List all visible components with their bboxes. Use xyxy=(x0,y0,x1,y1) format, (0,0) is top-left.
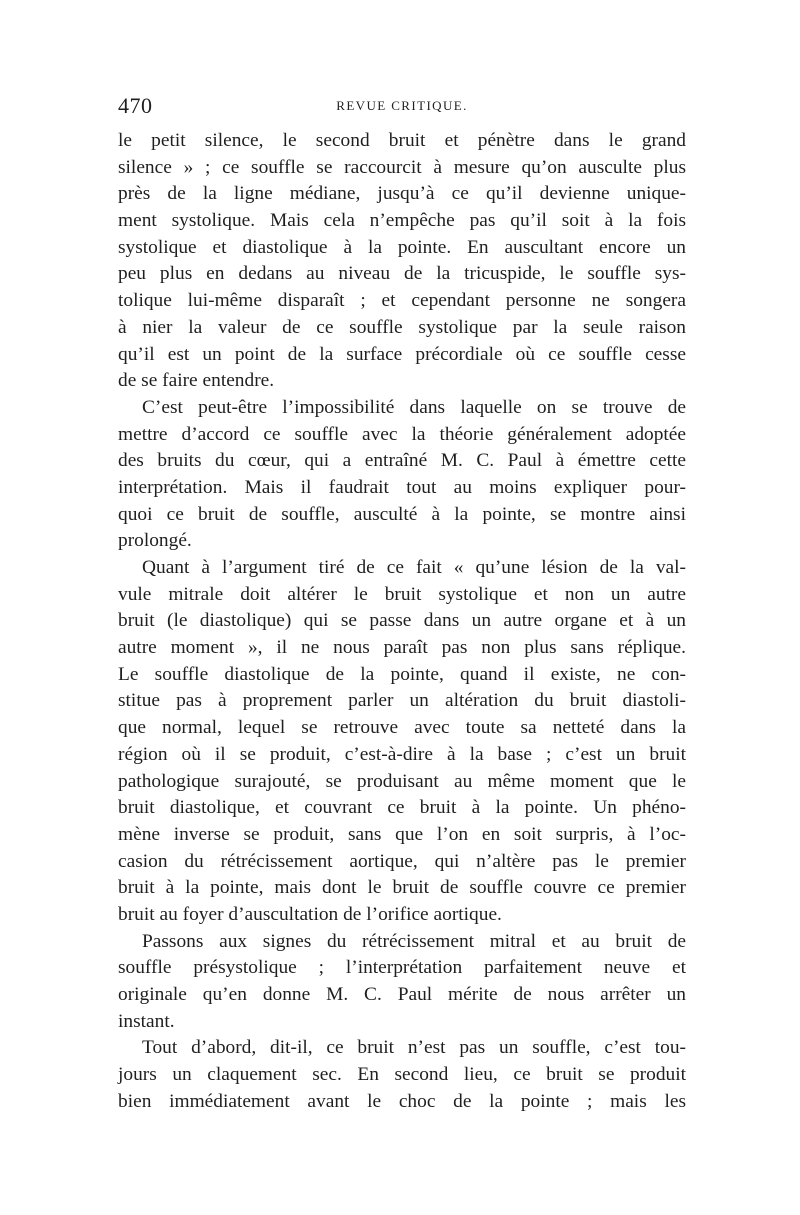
text-line: bien immédiatement avant le choc de la pointe ; mais les xyxy=(118,1090,686,1112)
text-line: quoi ce bruit de souffle, ausculté à la pointe, se montre ainsi xyxy=(118,503,686,525)
text-line: le petit silence, le second bruit et pénètre dans le grand xyxy=(118,130,686,151)
text-line: vule mitrale doit altérer le bruit systolique et non un autre xyxy=(118,583,686,605)
text-line: des bruits du cœur, qui a entraîné M. C. Paul à émettre cette xyxy=(118,450,686,472)
text-line: originale qu’en donne M. C. Paul mérite de nous arrêter un xyxy=(118,984,686,1005)
text-line: stitue pas à proprement parler un altération du bruit diastoli- xyxy=(118,690,686,712)
text-line: casion du rétrécissement aortique, qui n’altère pas le premier xyxy=(118,850,686,872)
body-text xyxy=(118,128,686,1115)
text-line: près de la ligne médiane, jusqu’à ce qu’il devienne unique- xyxy=(118,183,686,205)
text-line: interprétation. Mais il faudrait tout au moins expliquer pour- xyxy=(118,476,686,498)
text-line: mettre d’accord ce souffle avec la théorie généralement adoptée xyxy=(118,423,686,445)
text-line: systolique et diastolique à la pointe. En auscultant encore un xyxy=(118,236,686,258)
text-line: à nier la valeur de ce souffle systolique par la seule raison xyxy=(118,316,686,338)
text-line: prolongé. xyxy=(118,530,192,552)
text-line: pathologique surajouté, se produisant au même moment que le xyxy=(118,770,686,792)
running-title: REVUE CRITIQUE. xyxy=(336,98,468,113)
paragraph-first-line: Tout d’abord, dit-il, ce bruit n’est pas un souffle, c’est tou- xyxy=(142,1037,686,1059)
text-line: bruit (le diastolique) qui se passe dans un autre organe et à un xyxy=(118,610,686,632)
text-line: peu plus en dedans au niveau de la tricuspide, le souffle sys- xyxy=(118,263,686,285)
text-line: bruit à la pointe, mais dont le bruit de souffle couvre ce premier xyxy=(118,877,686,899)
text-line: souffle présystolique ; l’interprétation parfaitement neuve et xyxy=(118,957,686,979)
page-header xyxy=(118,93,686,119)
text-line: qu’il est un point de la surface précordiale où ce souffle cesse xyxy=(118,343,686,365)
text-line: que normal, lequel se retrouve avec toute sa netteté dans la xyxy=(118,717,686,739)
paragraph-first-line: C’est peut-être l’impossibilité dans laquelle on se trouve de xyxy=(142,396,686,418)
text-line: mène inverse se produit, sans que l’on en soit surpris, à l’oc- xyxy=(118,823,686,845)
text-line: silence » ; ce souffle se raccourcit à mesure qu’on ausculte plus xyxy=(118,156,686,178)
text-line: de se faire entendre. xyxy=(118,370,275,392)
text-line: ment systolique. Mais cela n’empêche pas qu’il soit à la fois xyxy=(118,210,686,232)
paragraph-first-line: Passons aux signes du rétrécissement mitral et au bruit de xyxy=(142,930,686,952)
text-line: Le souffle diastolique de la pointe, quand il existe, ne con- xyxy=(118,663,686,685)
text-line: région où il se produit, c’est-à-dire à la base ; c’est un bruit xyxy=(118,743,686,765)
page-number: 470 xyxy=(118,93,153,118)
text-line: jours un claquement sec. En second lieu, ce bruit se produit xyxy=(118,1064,686,1086)
paragraph-first-line: Quant à l’argument tiré de ce fait « qu’une lésion de la val- xyxy=(142,557,686,578)
text-line: bruit au foyer d’auscultation de l’orifice aortique. xyxy=(118,903,502,925)
text-line: tolique lui-même disparaît ; et cependant personne ne songera xyxy=(118,290,686,312)
text-line: autre moment », il ne nous paraît pas non plus sans réplique. xyxy=(118,637,686,659)
text-line: instant. xyxy=(118,1010,175,1032)
text-line: bruit diastolique, et couvrant ce bruit à la pointe. Un phéno- xyxy=(118,797,686,819)
